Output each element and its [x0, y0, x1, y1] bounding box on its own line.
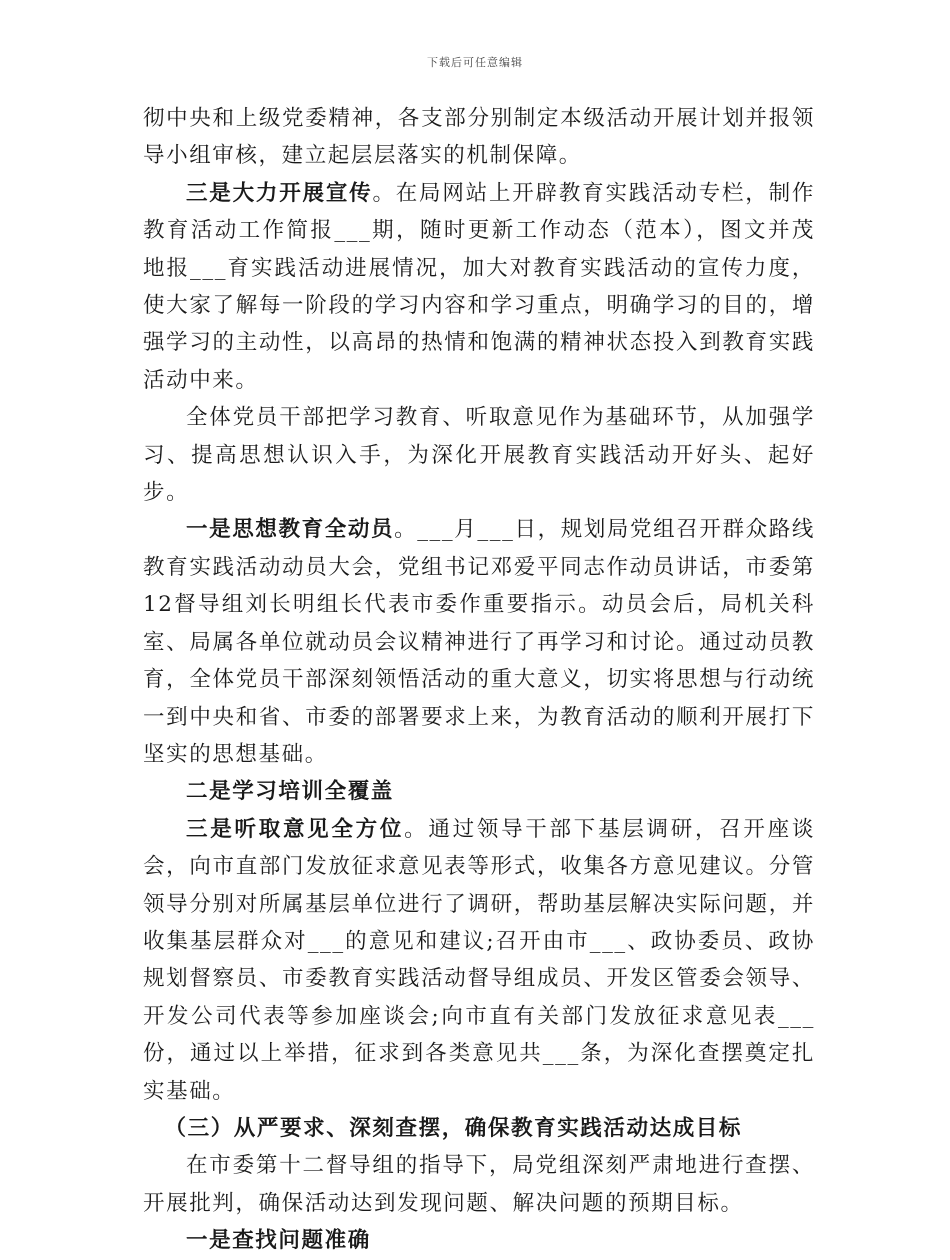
- paragraph-mobilization: [143, 511, 815, 773]
- paragraph-text: 。通过领导干部下基层调研，召开座谈会，向市直部门发放征求意见表等形式，收集各方意见建议。分管领导分别对所属基层单位进行了调研，帮助基层解决实际问题，并收集基层群众对___的意见和建议;召开由市___、政协委员、政协规划督察员、市委教育实践活动督导组成员、开发区管委会领导、开发公司代表等参加座谈会;向市直有关部门发放征求意见表___份，通过以上举措，征求到各类意见共___条，为深化查摆奠定扎实基础。: [143, 816, 815, 1104]
- paragraph-lead: 三是听取意见全方位: [186, 816, 405, 842]
- heading-training: 二是学习培训全覆盖: [186, 779, 394, 805]
- paragraph-publicity: [143, 175, 815, 399]
- section-heading: （三）从严要求、深刻查摆，确保教育实践活动达成目标: [164, 1115, 743, 1141]
- paragraph-review: 在市委第十二督导组的指导下，局党组深刻严肃地进行查摆、开展批判，确保活动达到发现问题、解决问题的预期目标。: [143, 1153, 815, 1216]
- page-header: 下载后可任意编辑: [427, 56, 523, 69]
- paragraph-text: 。___月___日，规划局党组召开群众路线教育实践活动动员大会，党组书记邓爱平同志作动员讲话，市委第12督导组刘长明组长代表市委作重要指示。动员会后，局机关科室、局属各单位就动员会议精神进行了再学习和讨论。通过动员教育，全体党员干部深刻领悟活动的重大意义，切实将思想与行动统一到中央和省、市委的部署要求上来，为教育活动的顺利开展打下坚实的思想基础。: [143, 517, 815, 767]
- heading-find-problems: 一是查找问题准确: [186, 1228, 371, 1254]
- document-body: [143, 100, 815, 1260]
- paragraph-lead: 一是思想教育全动员: [186, 517, 395, 543]
- paragraph-continuation: 彻中央和上级党委精神，各支部分别制定本级活动开展计划并报领导小组审核，建立起层层落实的机制保障。: [143, 106, 815, 169]
- paragraph-lead: 三是大力开展宣传: [186, 180, 373, 206]
- paragraph-feedback: [143, 811, 815, 1110]
- paragraph-intro: 全体党员干部把学习教育、听取意见作为基础环节，从加强学习、提高思想认识入手，为深化开展教育实践活动开好头、起好步。: [143, 405, 815, 506]
- paragraph-text: 。在局网站上开辟教育实践活动专栏，制作教育活动工作简报___期，随时更新工作动态（范本），图文并茂地报___育实践活动进展情况，加大对教育实践活动的宣传力度，使大家了解每一阶段的学习内容和学习重点，明确学习的目的，增强学习的主动性，以高昂的热情和饱满的精神状态投入到教育实践活动中来。: [143, 180, 815, 393]
